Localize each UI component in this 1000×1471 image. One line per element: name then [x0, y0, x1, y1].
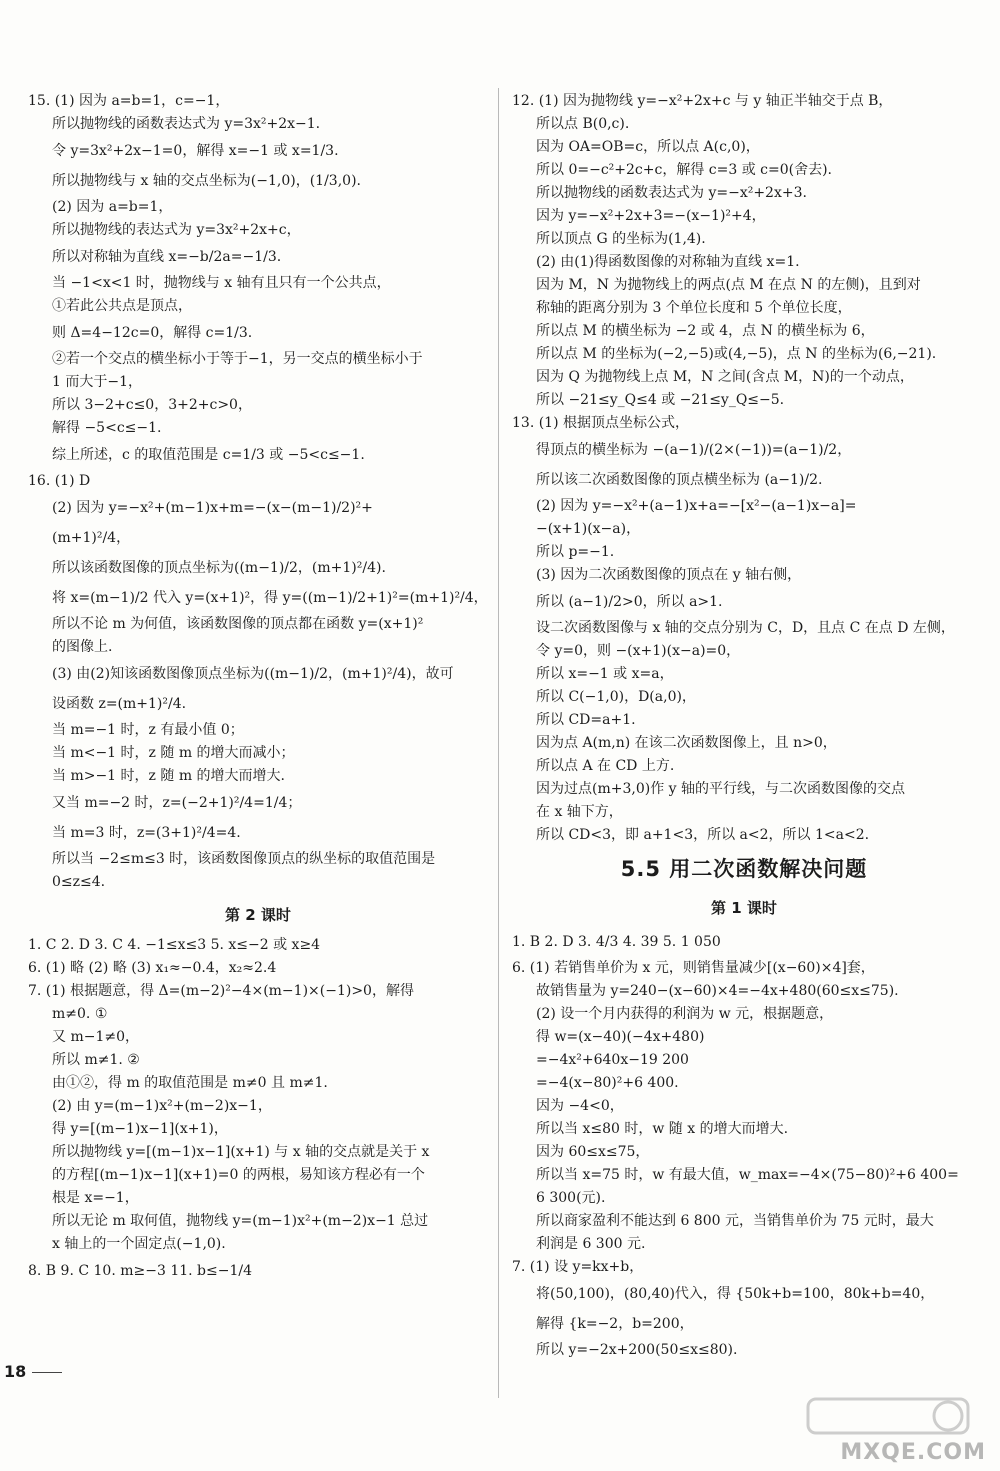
answer-line: 所以 x=−1 或 x=a，	[536, 666, 674, 682]
answer-line: 因为 60≤x≤75，	[536, 1144, 650, 1160]
answer-line: 因为点 A(m,n) 在该二次函数图像上，且 n>0，	[536, 735, 837, 751]
answer-line: 的方程[(m−1)x−1](x+1)=0 的两根，易知该方程必有一个	[52, 1167, 425, 1183]
left-column	[28, 90, 488, 1286]
answer-line: 令 y=3x²+2x−1=0，解得 x=−1 或 x=1/3.	[52, 143, 339, 159]
answer-line: −(x+1)(x−a)，	[536, 521, 641, 537]
answer-line: 6 300(元).	[536, 1190, 606, 1206]
answer-line: 所以抛物线 y=[(m−1)x−1](x+1) 与 x 轴的交点就是关于 x	[52, 1144, 430, 1160]
answer-line: 所以抛物线的函数表达式为 y=3x²+2x−1.	[52, 116, 321, 132]
answer-line: 又 m−1≠0，	[52, 1029, 140, 1045]
answer-line: 因为 Q 为抛物线上点 M，N 之间(含点 M，N)的一个动点，	[536, 369, 914, 385]
answer-line: 所以抛物线的表达式为 y=3x²+2x+c，	[52, 222, 301, 238]
page-number: 18	[4, 1362, 62, 1381]
answer-line: 所以 y=−2x+200(50≤x≤80).	[536, 1342, 738, 1358]
lesson-subtitle-1: 第 1 课时	[711, 899, 777, 917]
answer-line: 所以该二次函数图像的顶点横坐标为 (a−1)/2.	[536, 472, 823, 488]
answer-line: 6. (1) 若销售单价为 x 元，则销售量减少[(x−60)×4]套，	[512, 960, 875, 976]
answer-line: 所以抛物线的函数表达式为 y=−x²+2x+3.	[536, 185, 807, 201]
answer-line: x 轴上的一个固定点(−1,0).	[52, 1236, 226, 1252]
lesson-subtitle-2: 第 2 课时	[225, 906, 291, 924]
answer-line: (2) 因为 y=−x²+(a−1)x+a=−[x²−(a−1)x−a]=	[536, 498, 857, 514]
answer-line: 所以当 −2≤m≤3 时，该函数图像顶点的纵坐标的取值范围是	[52, 851, 436, 867]
answer-line: 所以 C(−1,0)，D(a,0)，	[536, 689, 696, 705]
answer-line: 因为 −4<0，	[536, 1098, 624, 1114]
answer-line: (m+1)²/4，	[52, 530, 131, 546]
answer-line: 所以点 M 的坐标为(−2,−5)或(4,−5)，点 N 的坐标为(6,−21).	[536, 346, 937, 362]
answer-line: 所以对称轴为直线 x=−b/2a=−1/3.	[52, 249, 282, 265]
answer-line: m≠0. ①	[52, 1006, 108, 1022]
answer-line: 将 x=(m−1)/2 代入 y=(x+1)²，得 y=((m−1)/2+1)²=(m+1)²/4，	[52, 590, 488, 606]
answer-line: 6. (1) 略 (2) 略 (3) x₁≈−0.4，x₂≈2.4	[28, 960, 277, 976]
answer-line: 所以点 A 在 CD 上方.	[536, 758, 675, 774]
answer-line: (2) 设一个月内获得的利润为 w 元，根据题意，	[536, 1006, 834, 1022]
answer-line: 解得 −5<c≤−1.	[52, 420, 162, 436]
answer-line: 故销售量为 y=240−(x−60)×4=−4x+480(60≤x≤75).	[536, 983, 899, 999]
answer-line: 所以 0=−c²+2c+c，解得 c=3 或 c=0(舍去).	[536, 162, 833, 178]
answer-line: 因为过点(m+3,0)作 y 轴的平行线，与二次函数图像的交点	[536, 781, 906, 797]
answer-line: 因为 y=−x²+2x+3=−(x−1)²+4，	[536, 208, 766, 224]
answer-line: 当 m>−1 时，z 随 m 的增大而增大.	[52, 768, 285, 784]
answer-line: 所以点 M 的横坐标为 −2 或 4，点 N 的横坐标为 6，	[536, 323, 875, 339]
answer-line: 所以 CD<3，即 a+1<3，所以 a<2，所以 1<a<2.	[536, 827, 870, 843]
answer-line: 所以无论 m 取何值，抛物线 y=(m−1)x²+(m−2)x−1 总过	[52, 1213, 429, 1229]
answer-line: 15. (1) 因为 a=b=1，c=−1，	[28, 93, 230, 109]
answer-line: (2) 由 y=(m−1)x²+(m−2)x−1，	[52, 1098, 272, 1114]
section-title: 5.5 用二次函数解决问题	[620, 857, 868, 881]
answer-line: 因为 M，N 为抛物线上的两点(点 M 在点 N 的左侧)，且到对	[536, 277, 921, 293]
answer-line: ②若一个交点的横坐标小于等于−1，另一交点的横坐标小于	[52, 351, 423, 367]
answer-line: 所以当 x=75 时，w 有最大值，w_max=−4×(75−80)²+6 400=	[536, 1167, 959, 1183]
answer-line: 又当 m=−2 时，z=(−2+1)²/4=1/4；	[52, 795, 302, 811]
answer-line: 由①②，得 m 的取值范围是 m≠0 且 m≠1.	[52, 1075, 328, 1091]
left-answers-part1	[28, 90, 488, 894]
answer-line: 所以顶点 G 的坐标为(1,4).	[536, 231, 706, 247]
answer-line: 在 x 轴下方，	[536, 804, 623, 820]
answer-line: 称轴的距离分别为 3 个单位长度和 5 个单位长度，	[536, 300, 852, 316]
answer-line: 利润是 6 300 元.	[536, 1236, 646, 1252]
answer-line: 设二次函数图像与 x 轴的交点分别为 C，D，且点 C 在点 D 左侧，	[536, 620, 955, 636]
answer-line: 所以当 x≤80 时，w 随 x 的增大而增大.	[536, 1121, 789, 1137]
column-divider	[498, 88, 499, 1398]
answer-line: 因为 OA=OB=c，所以点 A(c,0)，	[536, 139, 760, 155]
answer-line: 所以 m≠1. ②	[52, 1052, 140, 1068]
answer-line: 所以商家盈利不能达到 6 800 元，当销售单价为 75 元时，最大	[536, 1213, 934, 1229]
answer-line: =−4(x−80)²+6 400.	[536, 1075, 679, 1091]
answer-line: (2) 由(1)得函数图像的对称轴为直线 x=1.	[536, 254, 800, 270]
answer-line: 得顶点的横坐标为 −(a−1)/(2×(−1))=(a−1)/2，	[536, 442, 852, 458]
answer-line: 12. (1) 因为抛物线 y=−x²+2x+c 与 y 轴正半轴交于点 B，	[512, 93, 893, 109]
answer-line: 的图像上.	[52, 639, 113, 655]
answer-line: 16. (1) D	[28, 473, 91, 489]
answer-line: 所以点 B(0,c).	[536, 116, 630, 132]
answer-line: 所以该函数图像的顶点坐标为((m−1)/2，(m+1)²/4).	[52, 560, 386, 576]
answer-line: 所以不论 m 为何值，该函数图像的顶点都在函数 y=(x+1)²	[52, 616, 424, 632]
answer-line: 0≤z≤4.	[52, 874, 106, 890]
answer-line: 将(50,100)，(80,40)代入，得 {50k+b=100，80k+b=40，	[536, 1286, 935, 1302]
answer-line: 得 w=(x−40)(−4x+480)	[536, 1029, 705, 1045]
answer-line: 所以抛物线与 x 轴的交点坐标为(−1,0)，(1/3,0).	[52, 173, 361, 189]
answer-line: =−4x²+640x−19 200	[536, 1052, 689, 1068]
answer-line: 根是 x=−1，	[52, 1190, 139, 1206]
answer-line: 解得 {k=−2，b=200，	[536, 1316, 694, 1332]
answer-line: 当 −1<x<1 时，抛物线与 x 轴有且只有一个公共点，	[52, 275, 391, 291]
answer-line: 所以 3−2+c≤0，3+2+c>0，	[52, 397, 252, 413]
answer-line: (2) 因为 y=−x²+(m−1)x+m=−(x−(m−1)/2)²+	[52, 500, 373, 516]
answer-line: 1. C 2. D 3. C 4. −1≤x≤3 5. x≤−2 或 x≥4	[28, 937, 321, 953]
answer-line: 1. B 2. D 3. 4/3 4. 39 5. 1 050	[512, 934, 721, 950]
answer-line: (3) 因为二次函数图像的顶点在 y 轴右侧，	[536, 567, 802, 583]
answer-line: 则 Δ=4−12c=0，解得 c=1/3.	[52, 325, 253, 341]
answer-line: 当 m<−1 时，z 随 m 的增大而减小；	[52, 745, 295, 761]
answer-line: 所以 (a−1)/2>0，所以 a>1.	[536, 594, 723, 610]
left-answers-part2	[28, 934, 488, 1286]
answer-line: ①若此公共点是顶点，	[52, 298, 192, 314]
answer-line: 所以 −21≤y_Q≤4 或 −21≤y_Q≤−5.	[536, 392, 785, 408]
right-answers-part1	[512, 90, 976, 847]
answer-line: 当 m=3 时，z=(3+1)²/4=4.	[52, 825, 241, 841]
answer-line: 1 而大于−1，	[52, 374, 142, 390]
answer-line: 设函数 z=(m+1)²/4.	[52, 696, 187, 712]
right-column	[512, 90, 976, 1362]
answer-line: 7. (1) 根据题意，得 Δ=(m−2)²−4×(m−1)×(−1)>0，解得	[28, 983, 414, 999]
answer-line: 当 m=−1 时，z 有最小值 0；	[52, 722, 244, 738]
watermark-site: MXQE.COM	[840, 1440, 986, 1465]
answer-line: (3) 由(2)知该函数图像顶点坐标为((m−1)/2，(m+1)²/4)，故可	[52, 666, 454, 682]
answer-line: 综上所述，c 的取值范围是 c=1/3 或 −5<c≤−1.	[52, 447, 365, 463]
answer-line: 所以 CD=a+1.	[536, 712, 636, 728]
answer-line: (2) 因为 a=b=1，	[52, 199, 173, 215]
answer-line: 所以 p=−1.	[536, 544, 615, 560]
answer-line: 令 y=0，则 −(x+1)(x−a)=0，	[536, 643, 741, 659]
answer-line: 8. B 9. C 10. m≥−3 11. b≤−1/4	[28, 1263, 252, 1279]
answer-line: 13. (1) 根据顶点坐标公式，	[512, 415, 689, 431]
right-answers-part2	[512, 927, 976, 1362]
answer-line: 7. (1) 设 y=kx+b，	[512, 1259, 644, 1275]
answer-line: 得 y=[(m−1)x−1](x+1)，	[52, 1121, 228, 1137]
